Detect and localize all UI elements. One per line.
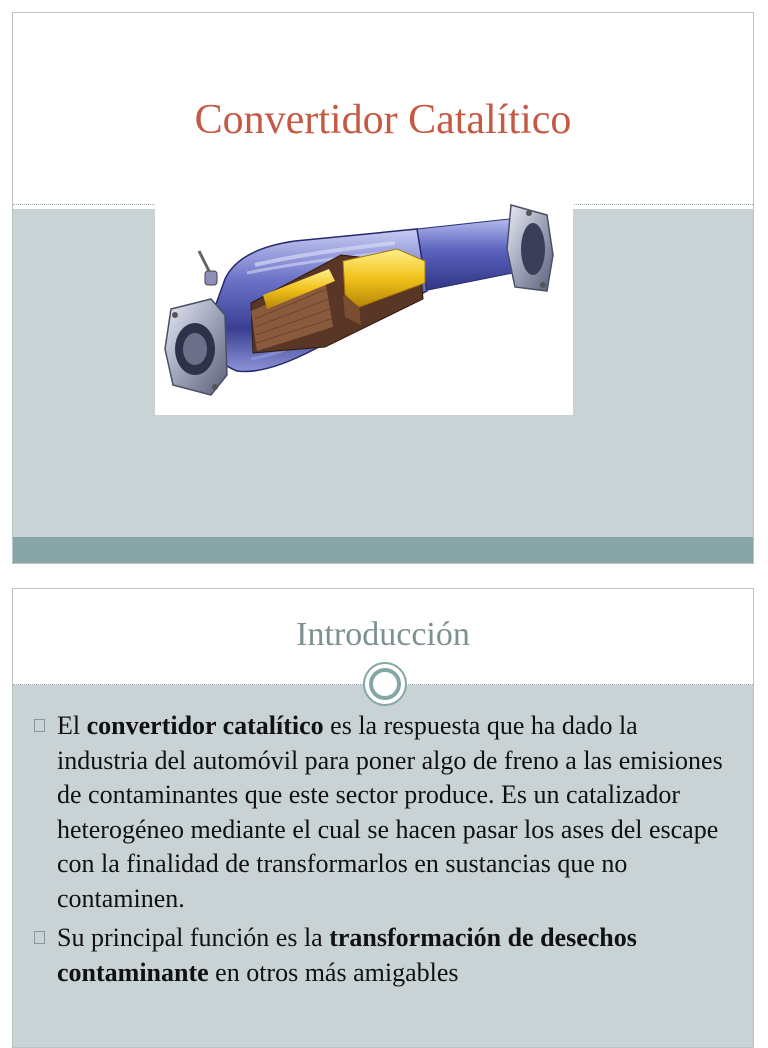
- catalytic-converter-illustration: [155, 199, 573, 415]
- bullet-text-pre: El: [57, 711, 87, 740]
- slide-title: Convertidor Catalítico: [194, 97, 572, 143]
- bullet-text-bold: convertidor catalítico: [86, 711, 324, 740]
- slide-title: Introducción: [296, 616, 470, 653]
- bullet-marker-icon: [34, 719, 45, 732]
- bullet-text-post: es la respuesta que ha dado la industria del automóvil para poner algo de freno a las emisiones de contaminantes que este sector produce. Es un catalizador heterogéneo mediante el cual se hacen pasar los ases del escape con la finalidad de transformarlos en sustancias que no contaminen.: [57, 711, 723, 913]
- bullet-text-post: en otros más amigables: [208, 957, 459, 987]
- catalytic-converter-image: [155, 199, 573, 415]
- bullet-text-bold: transformación de desechos contaminante: [57, 923, 637, 987]
- bullet-item: [33, 709, 731, 916]
- bullet-item: [33, 921, 731, 990]
- intro-slide: [12, 588, 754, 1048]
- bullet-marker-icon: [34, 931, 45, 944]
- bottom-bar: [13, 537, 753, 564]
- bullet-list: [33, 709, 731, 995]
- title-slide: [12, 12, 754, 564]
- circle-ornament-icon: [363, 662, 407, 706]
- bullet-text-pre: Su principal función es la: [57, 923, 330, 952]
